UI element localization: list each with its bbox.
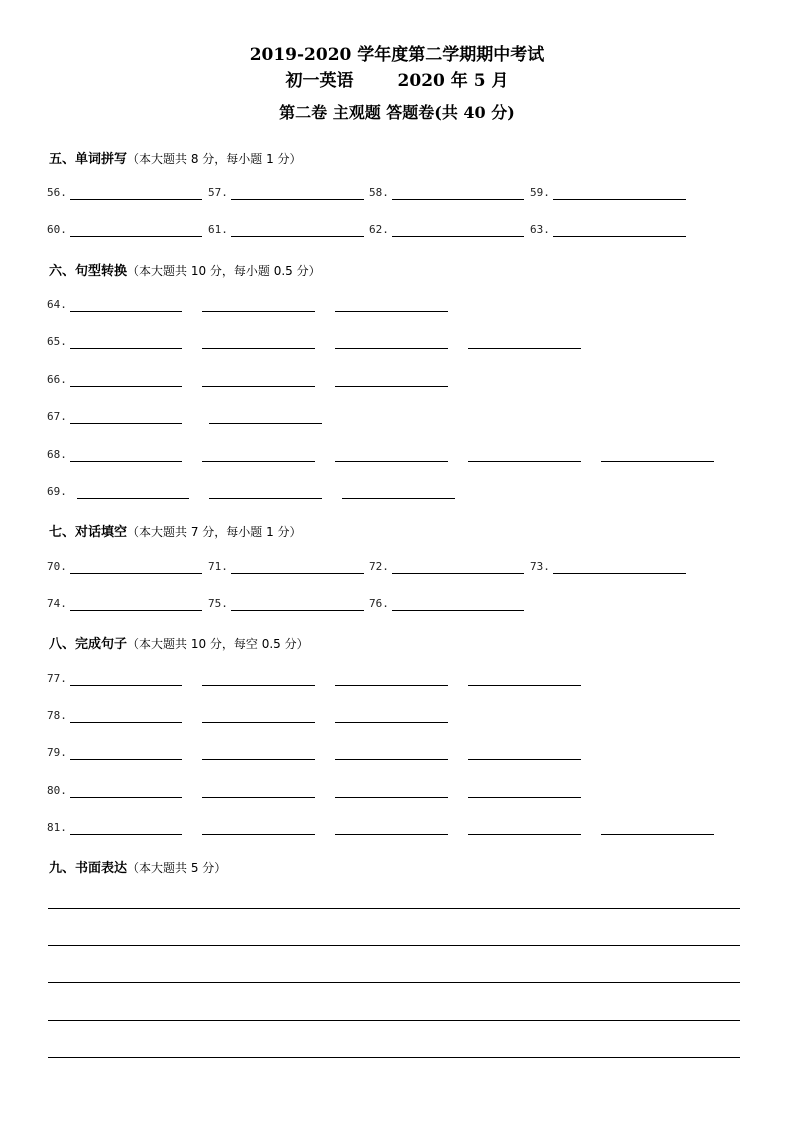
answer-blank[interactable]	[202, 333, 315, 349]
answer-blank[interactable]	[208, 184, 364, 200]
question-number: 78.	[47, 709, 67, 722]
writing-line[interactable]	[48, 1020, 740, 1021]
answer-row	[0, 296, 794, 316]
question-number: 61.	[208, 223, 228, 236]
answer-row	[0, 707, 794, 727]
question-number: 58.	[369, 186, 389, 199]
section-title: 九、书面表达	[49, 861, 128, 876]
question-number: 59.	[530, 186, 550, 199]
section-title: 六、句型转换	[49, 264, 128, 279]
answer-blank[interactable]	[202, 296, 315, 312]
answer-blank[interactable]	[47, 819, 182, 835]
answer-blank[interactable]	[202, 782, 315, 798]
answer-blank[interactable]	[47, 782, 182, 798]
answer-blank[interactable]	[202, 707, 315, 723]
answer-blank[interactable]	[468, 333, 581, 349]
section-note: （本大题共 8 分，每小题 1 分）	[127, 152, 302, 166]
answer-blank[interactable]	[47, 483, 189, 499]
writing-line[interactable]	[48, 1057, 740, 1058]
answer-row	[0, 744, 794, 764]
answer-row	[0, 670, 794, 690]
answer-blank[interactable]	[530, 221, 686, 237]
section-note: （本大题共 7 分，每小题 1 分）	[127, 525, 302, 539]
answer-blank[interactable]	[601, 446, 714, 462]
question-number: 74.	[47, 597, 67, 610]
question-number: 81.	[47, 821, 67, 834]
answer-blank[interactable]	[335, 744, 448, 760]
question-number: 62.	[369, 223, 389, 236]
section-heading-6	[49, 260, 321, 279]
paper-part-title: 第二卷 主观题 答题卷(共 40 分)	[279, 103, 515, 122]
section-title: 五、单词拼写	[49, 152, 128, 167]
question-number: 80.	[47, 784, 67, 797]
answer-blank[interactable]	[335, 296, 448, 312]
answer-blank[interactable]	[202, 670, 315, 686]
section-title: 八、完成句子	[49, 637, 128, 652]
question-number: 57.	[208, 186, 228, 199]
answer-blank[interactable]	[208, 221, 364, 237]
question-number: 76.	[369, 597, 389, 610]
answer-blank[interactable]	[209, 483, 322, 499]
question-number: 67.	[47, 410, 67, 423]
question-number: 79.	[47, 746, 67, 759]
answer-blank[interactable]	[468, 670, 581, 686]
answer-row	[0, 333, 794, 353]
question-number: 63.	[530, 223, 550, 236]
answer-blank[interactable]	[47, 184, 202, 200]
question-number: 73.	[530, 560, 550, 573]
answer-blank[interactable]	[468, 744, 581, 760]
answer-row	[0, 819, 794, 839]
answer-blank[interactable]	[468, 446, 581, 462]
section-heading-7	[49, 521, 302, 540]
answer-blank[interactable]	[202, 446, 315, 462]
answer-row	[0, 782, 794, 802]
answer-blank[interactable]	[202, 744, 315, 760]
answer-blank[interactable]	[601, 819, 714, 835]
question-number: 60.	[47, 223, 67, 236]
exam-subtitle	[0, 66, 794, 91]
answer-blank[interactable]	[468, 782, 581, 798]
answer-blank[interactable]	[369, 558, 524, 574]
exam-date: 2020 年 5 月	[397, 71, 509, 91]
answer-blank[interactable]	[530, 184, 686, 200]
question-number: 75.	[208, 597, 228, 610]
answer-blank[interactable]	[47, 371, 182, 387]
answer-blank[interactable]	[208, 595, 364, 611]
answer-row	[0, 558, 794, 578]
answer-row	[0, 371, 794, 391]
question-number: 77.	[47, 672, 67, 685]
question-number: 64.	[47, 298, 67, 311]
writing-line[interactable]	[48, 982, 740, 983]
answer-blank[interactable]	[369, 221, 524, 237]
answer-blank[interactable]	[202, 371, 315, 387]
answer-blank[interactable]	[369, 595, 524, 611]
question-number: 56.	[47, 186, 67, 199]
answer-blank[interactable]	[47, 408, 182, 424]
answer-blank[interactable]	[47, 707, 182, 723]
answer-blank[interactable]	[47, 670, 182, 686]
answer-blank[interactable]	[342, 483, 455, 499]
answer-blank[interactable]	[47, 333, 182, 349]
section-note: （本大题共 10 分，每空 0.5 分）	[127, 637, 309, 651]
question-number: 71.	[208, 560, 228, 573]
answer-blank[interactable]	[369, 184, 524, 200]
answer-blank[interactable]	[47, 221, 202, 237]
answer-blank[interactable]	[335, 446, 448, 462]
subject-label: 初一英语	[285, 71, 354, 91]
answer-blank[interactable]	[335, 333, 448, 349]
answer-blank[interactable]	[335, 782, 448, 798]
answer-row	[0, 446, 794, 466]
question-number: 65.	[47, 335, 67, 348]
answer-blank[interactable]	[47, 296, 182, 312]
section-note: （本大题共 5 分）	[127, 861, 227, 875]
question-number: 69.	[47, 485, 67, 498]
section-note: （本大题共 10 分，每小题 0.5 分）	[127, 264, 321, 278]
answer-blank[interactable]	[47, 558, 202, 574]
question-number: 68.	[47, 448, 67, 461]
answer-blank[interactable]	[335, 707, 448, 723]
answer-blank[interactable]	[208, 558, 364, 574]
answer-blank[interactable]	[209, 408, 322, 424]
answer-row	[0, 184, 794, 204]
answer-blank[interactable]	[47, 446, 182, 462]
answer-blank[interactable]	[530, 558, 686, 574]
answer-blank[interactable]	[47, 744, 182, 760]
answer-row	[0, 483, 794, 503]
answer-blank[interactable]	[202, 819, 315, 835]
section-heading-9	[49, 857, 226, 876]
answer-blank[interactable]	[335, 670, 448, 686]
writing-line[interactable]	[48, 945, 740, 946]
section-title: 七、对话填空	[49, 525, 128, 540]
question-number: 72.	[369, 560, 389, 573]
section-heading-5	[49, 148, 302, 167]
answer-blank[interactable]	[468, 819, 581, 835]
section-heading-8	[49, 633, 309, 652]
answer-row	[0, 221, 794, 241]
question-number: 66.	[47, 373, 67, 386]
answer-blank[interactable]	[47, 595, 202, 611]
question-number: 70.	[47, 560, 67, 573]
exam-title: 2019-2020 学年度第二学期期中考试	[249, 45, 545, 65]
answer-row	[0, 408, 794, 428]
answer-row	[0, 595, 794, 615]
writing-line[interactable]	[48, 908, 740, 909]
answer-blank[interactable]	[335, 819, 448, 835]
answer-blank[interactable]	[335, 371, 448, 387]
